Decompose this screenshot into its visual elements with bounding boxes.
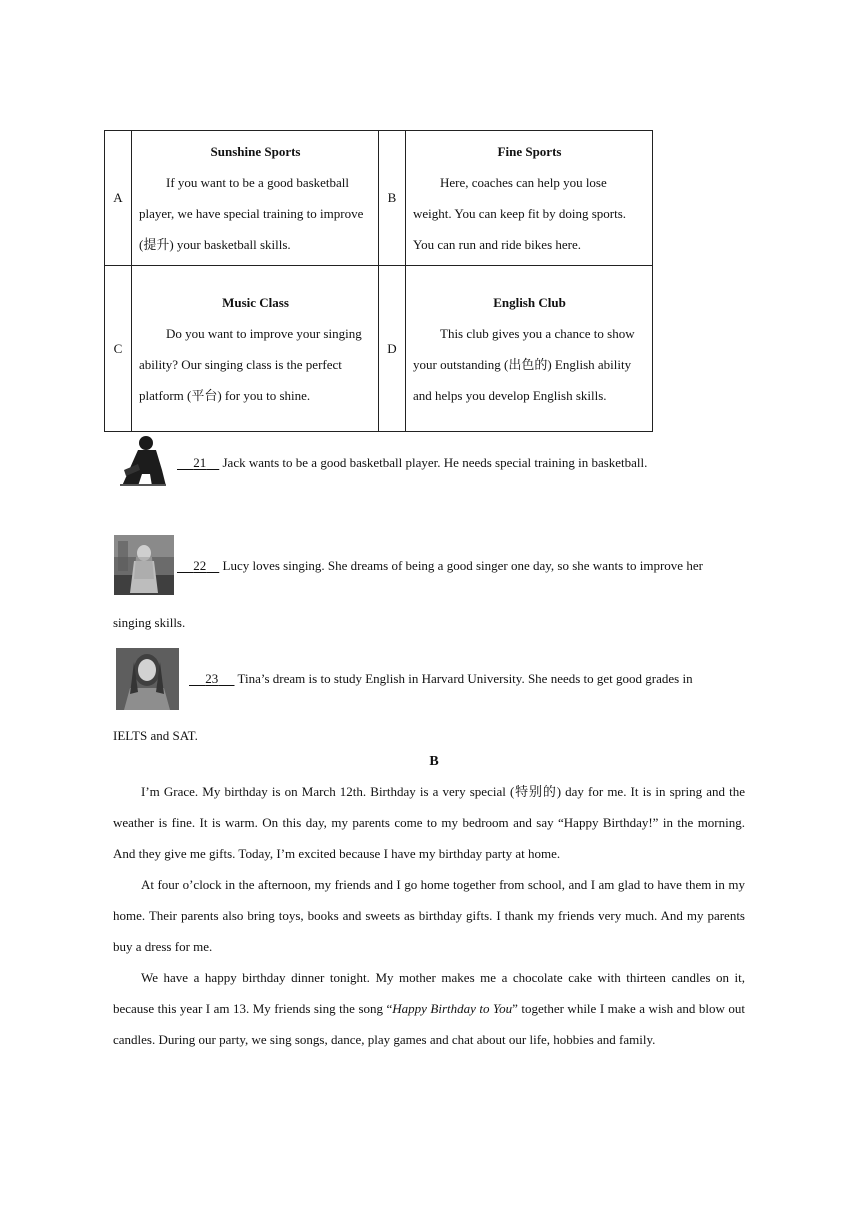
option-letter-b: B xyxy=(379,131,406,266)
option-a-title: Sunshine Sports xyxy=(210,144,301,159)
option-a xyxy=(132,131,379,266)
paragraph-2: At four o’clock in the afternoon, my friends and I go home together from school, and I am glad to have them in my home. Their parents also bring toys, books and sweets as birthday gifts. I thank my friends very much. And my parents buy a dress for me. xyxy=(113,877,745,954)
option-b-title: Fine Sports xyxy=(497,144,562,159)
answer-blank-22[interactable]: 22 xyxy=(193,558,207,573)
option-b-text: Here, coaches can help you lose weight. You can keep fit by doing sports. You can run and ride bikes here. xyxy=(413,175,627,252)
option-c-title: Music Class xyxy=(222,294,289,310)
option-letter-a: A xyxy=(105,131,132,266)
option-d xyxy=(406,266,653,432)
option-c-text: Do you want to improve your singing ability? Our singing class is the perfect platform (平台) for you to shine. xyxy=(139,325,362,403)
question-22-text: Lucy loves singing. She dreams of being a good singer one day, so she wants to improve her xyxy=(222,558,703,573)
option-d-text: This club gives you a chance to show your outstanding (出色的) English ability and helps you develop English skills. xyxy=(413,325,635,403)
question-21 xyxy=(177,455,647,471)
question-23-text: Tina’s dream is to study English in Harvard University. She needs to get good grades in xyxy=(237,671,693,686)
answer-blank-23[interactable]: 23 xyxy=(205,671,219,686)
option-letter-d: D xyxy=(379,266,406,432)
passage-b xyxy=(113,776,745,1055)
tina-photo xyxy=(116,648,179,710)
paragraph-3 xyxy=(113,962,745,1055)
paragraph-3-part-a: We have a happy birthday dinner tonight. My mother makes me a chocolate cake with thirteen candles on it, because this year I am 13. My friends sing the song “ xyxy=(113,970,745,1016)
question-23-continued: IELTS and SAT. xyxy=(113,728,198,743)
option-a-text: If you want to be a good basketball player, we have special training to improve (提升) your basketball skills. xyxy=(139,175,364,252)
section-b-title: B xyxy=(429,754,439,769)
question-22-continued: singing skills. xyxy=(113,615,186,630)
paragraph-1: I’m Grace. My birthday is on March 12th. Birthday is a very special (特别的) day for me. It is in spring and the weather is fine. It is warm. On this day, my parents come to my bedroom and say “Happy Birthday!” in the morning. And they give me gifts. Today, I’m excited because I have my birthday party at home. xyxy=(113,784,745,861)
jack-photo xyxy=(116,434,168,488)
song-title: Happy Birthday to You xyxy=(392,1001,513,1016)
options-table xyxy=(104,130,653,432)
option-b xyxy=(406,131,653,266)
answer-blank-21[interactable]: 21 xyxy=(193,455,207,470)
paragraph-3-part-b: ” together while I make a wish and blow out candles. During our party, we sing songs, dance, play games and chat about our life, hobbies and family. xyxy=(113,1001,745,1047)
question-23 xyxy=(189,671,693,687)
option-d-title: English Club xyxy=(493,294,566,310)
option-letter-c: C xyxy=(105,266,132,432)
question-21-text: Jack wants to be a good basketball player. He needs special training in basketball. xyxy=(222,455,648,470)
lucy-photo xyxy=(114,535,174,595)
option-c xyxy=(132,266,379,432)
question-22 xyxy=(177,558,703,574)
